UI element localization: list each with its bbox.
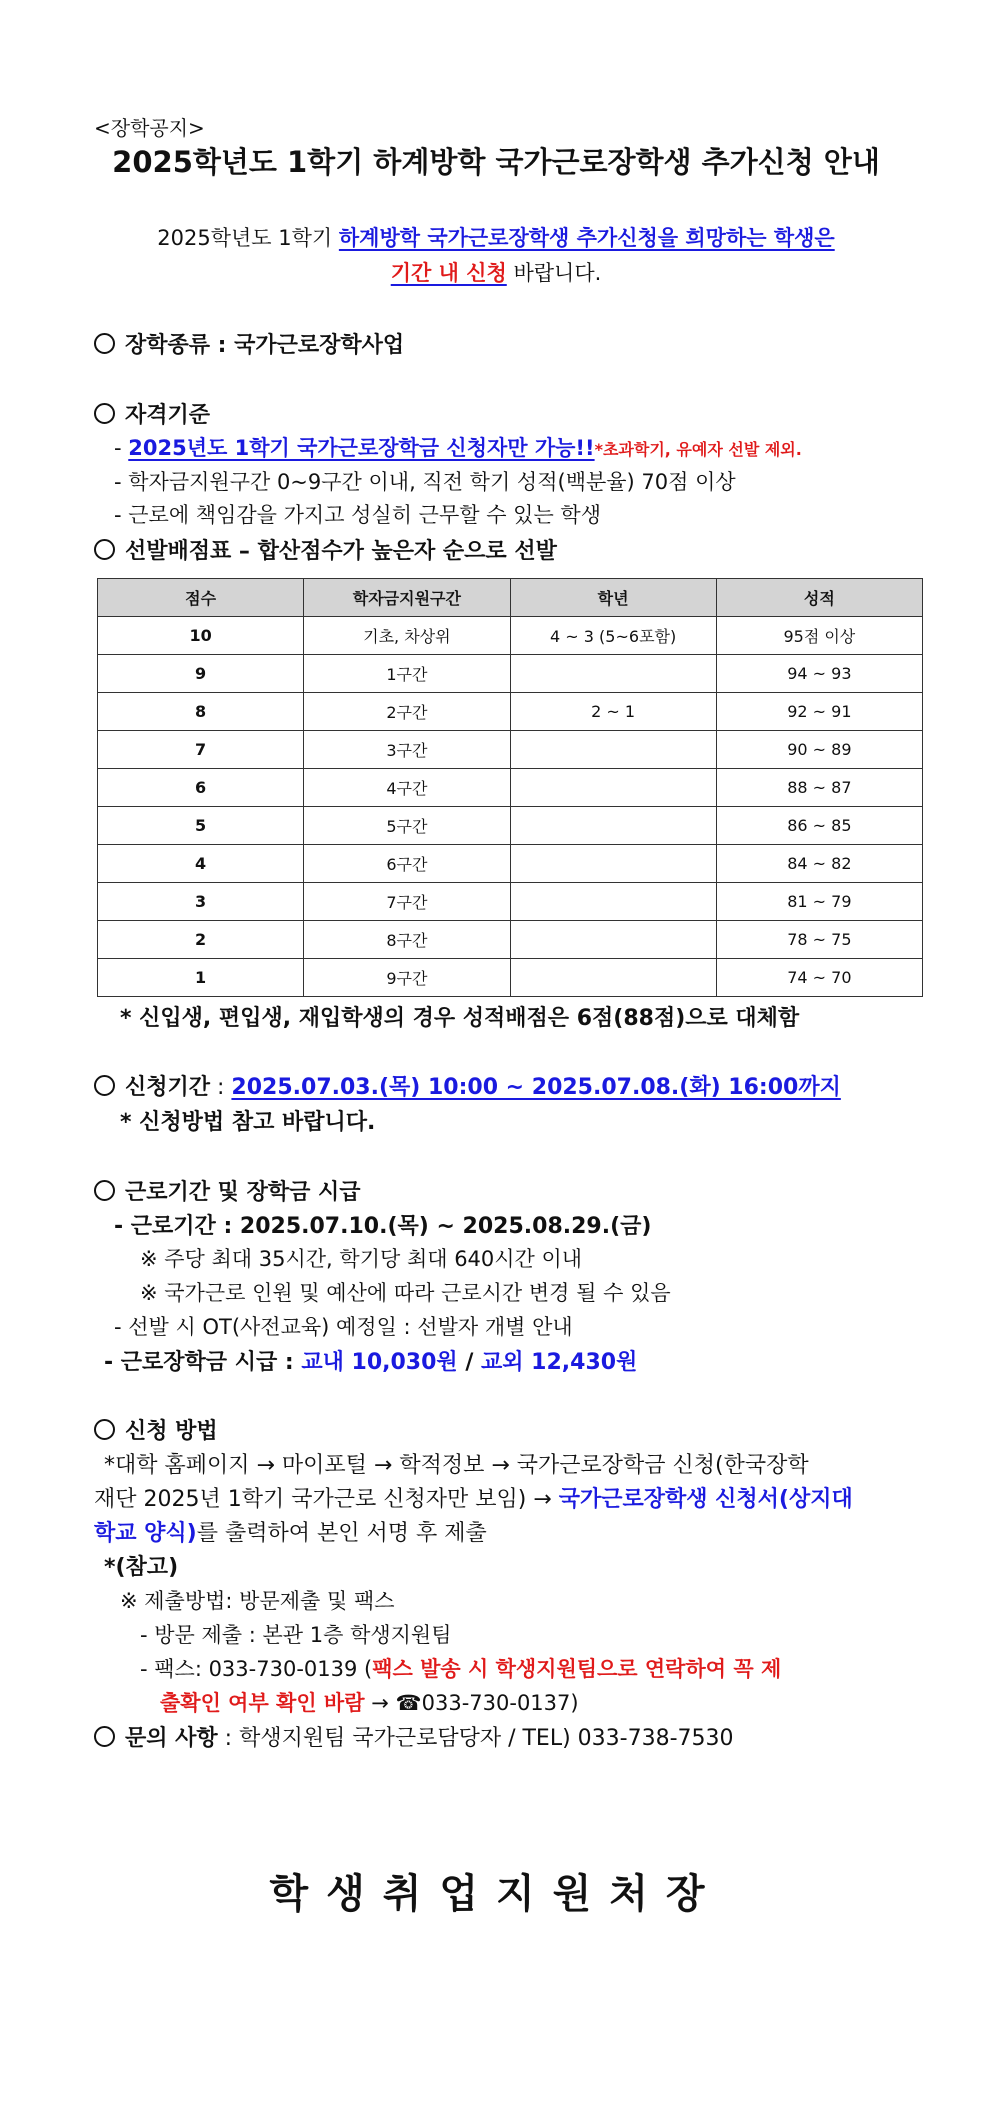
wage-off-campus: 교외 12,430원 [481, 1350, 638, 1375]
table-cell: 5구간 [304, 807, 510, 845]
table-cell: 84 ~ 82 [716, 845, 922, 883]
circle-bullet-icon [94, 539, 115, 560]
table-cell: 3구간 [304, 731, 510, 769]
column-header: 성적 [716, 579, 922, 617]
intro-highlight-red: 기간 내 신청 [390, 261, 507, 285]
table-cell: 78 ~ 75 [716, 921, 922, 959]
eligibility-item-3-text: 근로에 책임감을 가지고 성실히 근무할 수 있는 학생 [128, 503, 601, 527]
table-cell: 7구간 [304, 883, 510, 921]
table-cell [510, 845, 716, 883]
circle-bullet-icon [94, 1726, 115, 1747]
table-cell: 6구간 [304, 845, 510, 883]
eligibility-item-2 [114, 466, 736, 496]
notice-tag: <장학공지> [94, 116, 205, 140]
submit-method: ※ 제출방법: 방문제출 및 팩스 [120, 1589, 395, 1613]
intro-prefix: 2025학년도 1학기 [157, 226, 339, 250]
application-period [94, 1070, 841, 1101]
circle-bullet-icon [94, 1075, 115, 1096]
table-cell [510, 959, 716, 997]
eligibility-item-1 [114, 432, 802, 462]
application-period-note: * 신청방법 참고 바랍니다. [120, 1110, 376, 1135]
table-cell [510, 883, 716, 921]
table-cell: 81 ~ 79 [716, 883, 922, 921]
eligibility-heading [94, 398, 210, 429]
fax-contact-phone: → ☎033-730-0137) [364, 1691, 579, 1715]
table-cell: 9 [98, 655, 304, 693]
application-form-name-cont: 학교 양식) [94, 1521, 197, 1546]
column-header: 학자금지원구간 [304, 579, 510, 617]
table-cell [510, 655, 716, 693]
table-cell [510, 921, 716, 959]
fax-number: - 팩스: 033-730-0139 ( [140, 1657, 373, 1681]
dash: - [114, 436, 122, 460]
table-row [98, 693, 923, 731]
scholarship-type [94, 328, 404, 359]
table-row [98, 731, 923, 769]
colon: : [210, 1075, 232, 1100]
application-period-label: 신청기간 [125, 1075, 211, 1100]
table-cell: 8 [98, 693, 304, 731]
table-cell: 6 [98, 769, 304, 807]
eligibility-heading-text: 자격기준 [125, 403, 211, 428]
visit-submission: - 방문 제출 : 본관 1층 학생지원팀 [140, 1623, 452, 1647]
ot-schedule: - 선발 시 OT(사전교육) 예정일 : 선발자 개별 안내 [114, 1315, 573, 1339]
fax-submission-line-1 [140, 1653, 781, 1683]
table-cell: 4구간 [304, 769, 510, 807]
circle-bullet-icon [94, 1180, 115, 1201]
score-table-heading [94, 534, 557, 565]
table-cell: 74 ~ 70 [716, 959, 922, 997]
table-cell: 1 [98, 959, 304, 997]
column-header: 점수 [98, 579, 304, 617]
table-cell: 86 ~ 85 [716, 807, 922, 845]
method-line-3-text: 를 출력하여 본인 서명 후 제출 [196, 1521, 487, 1546]
table-cell: 95점 이상 [716, 617, 922, 655]
table-cell: 5 [98, 807, 304, 845]
table-row [98, 807, 923, 845]
intro-line-1 [0, 222, 992, 252]
reference-label: *(참고) [104, 1555, 179, 1580]
wage-on-campus: 교내 10,030원 [301, 1350, 458, 1375]
score-table [97, 578, 923, 997]
work-period-note-2: ※ 국가근로 인원 및 예산에 따라 근로시간 변경 될 수 있음 [140, 1281, 671, 1305]
eligibility-item-3 [114, 499, 601, 529]
table-cell: 10 [98, 617, 304, 655]
table-cell: 2 ~ 1 [510, 693, 716, 731]
inquiry [94, 1721, 734, 1752]
circle-bullet-icon [94, 403, 115, 424]
wage-separator: / [457, 1350, 482, 1375]
dash: - [114, 503, 122, 527]
table-row [98, 655, 923, 693]
circle-bullet-icon [94, 333, 115, 354]
intro-suffix: 바랍니다. [506, 261, 602, 285]
work-period-dates: - 근로기간 : 2025.07.10.(목) ~ 2025.08.29.(금) [114, 1214, 652, 1239]
table-cell: 4 [98, 845, 304, 883]
table-cell: 7 [98, 731, 304, 769]
table-row [98, 959, 923, 997]
table-cell [510, 769, 716, 807]
application-method-heading [94, 1414, 218, 1445]
table-cell: 90 ~ 89 [716, 731, 922, 769]
application-method-line-3 [94, 1516, 487, 1547]
table-cell: 9구간 [304, 959, 510, 997]
table-cell [510, 731, 716, 769]
intro-highlight-blue: 하계방학 국가근로장학생 추가신청을 희망하는 학생은 [338, 226, 835, 250]
table-row [98, 617, 923, 655]
table-cell: 8구간 [304, 921, 510, 959]
dash: - [114, 470, 122, 494]
table-cell: 기초, 차상위 [304, 617, 510, 655]
table-cell: 2구간 [304, 693, 510, 731]
work-period-heading-text: 근로기간 및 장학금 시급 [125, 1180, 361, 1205]
table-cell [510, 807, 716, 845]
inquiry-contact: : 학생지원팀 국가근로담당자 / TEL) 033-738-7530 [217, 1726, 734, 1751]
table-cell: 4 ~ 3 (5~6포함) [510, 617, 716, 655]
table-cell: 92 ~ 91 [716, 693, 922, 731]
method-line-2-text: 재단 2025년 1학기 국가근로 신청자만 보임) → [94, 1487, 559, 1512]
table-row [98, 769, 923, 807]
work-period-note-1: ※ 주당 최대 35시간, 학기당 최대 640시간 이내 [140, 1247, 583, 1271]
issuer-signature: 학생취업지원처장 [269, 1871, 723, 1917]
eligibility-item-1-red: *초과학기, 유예자 선발 제외. [594, 440, 802, 459]
table-cell: 1구간 [304, 655, 510, 693]
work-period-heading [94, 1175, 361, 1206]
fax-warning-2: 출확인 여부 확인 바람 [160, 1691, 365, 1715]
page-title: 2025학년도 1학기 하계방학 국가근로장학생 추가신청 안내 [112, 145, 880, 179]
column-header: 학년 [510, 579, 716, 617]
application-method-line-1: *대학 홈페이지 → 마이포털 → 학적정보 → 국가근로장학금 신청(한국장학 [104, 1453, 809, 1478]
inquiry-label: 문의 사항 [125, 1726, 218, 1751]
application-method-line-2 [94, 1482, 853, 1513]
application-method-heading-text: 신청 방법 [125, 1419, 218, 1444]
table-cell: 3 [98, 883, 304, 921]
table-cell: 94 ~ 93 [716, 655, 922, 693]
table-row [98, 883, 923, 921]
intro-line-2 [0, 257, 992, 287]
score-table-heading-text: 선발배점표 – 합산점수가 높은자 순으로 선발 [125, 539, 557, 564]
scholarship-type-text: 장학종류 : 국가근로장학사업 [125, 333, 405, 358]
table-row [98, 845, 923, 883]
table-header-row [98, 579, 923, 617]
eligibility-item-2-text: 학자금지원구간 0~9구간 이내, 직전 학기 성적(백분율) 70점 이상 [128, 470, 736, 494]
circle-bullet-icon [94, 1419, 115, 1440]
hourly-wage-label: - 근로장학금 시급 : [104, 1350, 302, 1375]
application-form-name: 국가근로장학생 신청서(상지대 [558, 1487, 853, 1512]
table-row [98, 921, 923, 959]
application-period-value: 2025.07.03.(목) 10:00 ~ 2025.07.08.(화) 16:00까지 [231, 1075, 841, 1100]
fax-submission-line-2 [160, 1687, 579, 1717]
eligibility-item-1-blue: 2025년도 1학기 국가근로장학금 신청자만 가능!! [128, 436, 595, 460]
table-note: * 신입생, 편입생, 재입학생의 경우 성적배점은 6점(88점)으로 대체함 [120, 1006, 800, 1031]
table-cell: 88 ~ 87 [716, 769, 922, 807]
table-cell: 2 [98, 921, 304, 959]
fax-warning-1: 팩스 발송 시 학생지원팀으로 연락하여 꼭 제 [372, 1657, 782, 1681]
hourly-wage [104, 1345, 637, 1376]
